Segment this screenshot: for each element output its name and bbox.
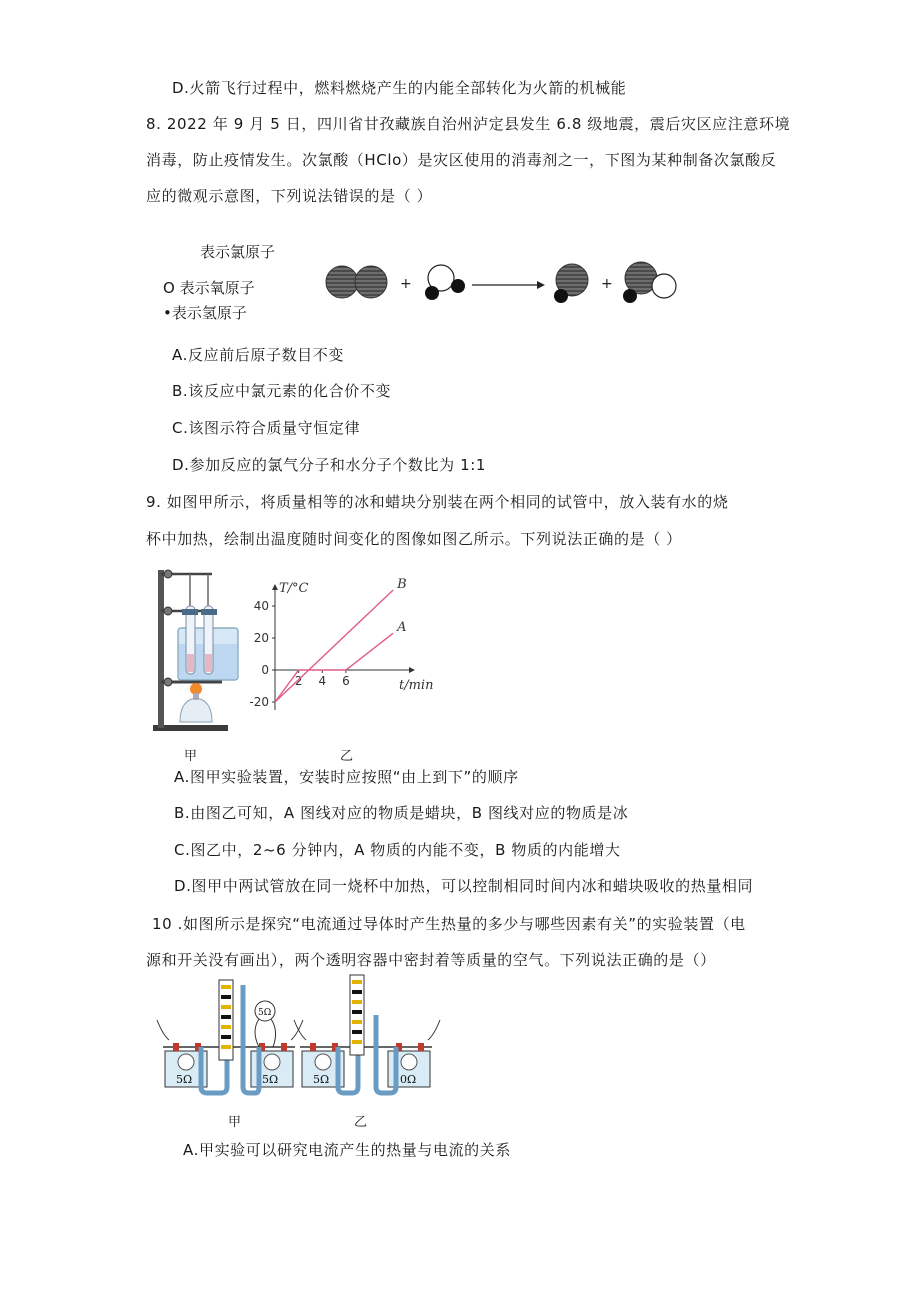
x-tick-label: 4 — [318, 674, 327, 688]
resistor-left-label: 5Ω — [176, 1073, 193, 1086]
q8-stem-line2: 消毒，防止疫情发生。次氯酸（HClo）是灾区使用的消毒剂之一，下图为某种制备次氯酸反 — [146, 151, 777, 169]
resistor-right-label: 5Ω — [262, 1073, 279, 1086]
oxygen-atom — [652, 274, 676, 298]
y-tick-label: 40 — [253, 599, 269, 613]
figure-jia-label: 甲 — [184, 749, 198, 764]
chlorine-atom — [326, 266, 358, 298]
x-tick-label: 6 — [342, 674, 350, 688]
q9-option-a: A.图甲实验装置，安装时应按照“由上到下”的顺序 — [174, 768, 519, 786]
q8-stem-line3: 应的微观示意图，下列说法错误的是（ ） — [146, 187, 433, 205]
stand-base — [153, 725, 228, 731]
legend-chlorine: 表示氯原子 — [200, 243, 276, 261]
joule-setup-jia — [155, 975, 305, 1115]
legend-oxygen: O 表示氧原子 — [163, 279, 255, 297]
q9-option-c: C.图乙中，2~6 分钟内，A 物质的内能不变，B 物质的内能增大 — [174, 841, 621, 859]
plus-sign: + — [601, 276, 613, 292]
q9-stem-line1: 9. 如图甲所示，将质量相等的冰和蜡块分别装在两个相同的试管中，放入装有水的烧 — [146, 493, 729, 511]
plus-sign: + — [400, 276, 412, 292]
y-axis-arrow — [272, 584, 278, 590]
y-tick-label: 20 — [253, 631, 269, 645]
resistor-left-label: 5Ω — [313, 1073, 330, 1086]
series-label-A: A — [397, 620, 407, 636]
hydrogen-atom — [623, 289, 637, 303]
x-axis-label: t/min — [399, 678, 434, 693]
chlorine-atom — [355, 266, 387, 298]
q8-option-a: A.反应前后原子数目不变 — [172, 346, 344, 364]
temperature-time-graph — [249, 577, 435, 715]
hydrogen-atom — [451, 279, 465, 293]
hydrogen-atom — [554, 289, 568, 303]
stand-rod — [158, 570, 164, 728]
heating-apparatus — [150, 562, 240, 737]
q10-stem-line1: 10 .如图所示是探究“电流通过导体时产生热量的多少与哪些因素有关”的实验装置（电 — [152, 915, 746, 933]
setup-jia-label: 甲 — [228, 1115, 242, 1130]
x-tick-label: 2 — [294, 674, 303, 688]
alcohol-lamp — [180, 698, 212, 722]
joule-setup-yi — [292, 975, 442, 1115]
y-tick-label: 0 — [261, 663, 269, 677]
figure-yi-label: 乙 — [340, 749, 354, 764]
y-tick-label: -20 — [249, 695, 269, 709]
external-resistor-label: 5Ω — [258, 1008, 272, 1018]
setup-yi-label: 乙 — [354, 1115, 368, 1130]
y-axis-label: T/°C — [279, 581, 309, 596]
x-axis-arrow — [409, 667, 415, 673]
series-label-B: B — [397, 577, 407, 592]
q9-option-d: D.图甲中两试管放在同一烧杯中加热，可以控制相同时间内冰和蜡块吸收的热量相同 — [174, 877, 754, 895]
q8-option-c: C.该图示符合质量守恒定律 — [172, 419, 361, 437]
q8-stem-line1: 8. 2022 年 9 月 5 日，四川省甘孜藏族自治州泸定县发生 6.8 级地震，震后灾区应注意环境 — [146, 115, 791, 133]
q7-option-d: D.火箭飞行过程中，燃料燃烧产生的内能全部转化为火箭的机械能 — [172, 79, 627, 97]
hydrogen-atom — [425, 286, 439, 300]
resistor-right-label: 10Ω — [393, 1073, 417, 1086]
arrow-head-icon — [537, 281, 545, 289]
series-line-B — [275, 590, 393, 702]
q8-option-b: B.该反应中氯元素的化合价不变 — [172, 382, 392, 400]
q10-option-a: A.甲实验可以研究电流产生的热量与电流的关系 — [183, 1141, 511, 1159]
q10-stem-line2: 源和开关没有画出），两个透明容器中密封着等质量的空气。下列说法正确的是（） — [146, 951, 716, 969]
series-line-A — [275, 633, 393, 702]
q9-stem-line2: 杯中加热，绘制出温度随时间变化的图像如图乙所示。下列说法正确的是（ ） — [146, 530, 682, 548]
q9-option-b: B.由图乙可知，A 图线对应的物质是蜡块，B 图线对应的物质是冰 — [174, 804, 629, 822]
legend-hydrogen: •表示氢原子 — [163, 304, 247, 322]
reaction-diagram — [325, 258, 685, 318]
q8-option-d: D.参加反应的氯气分子和水分子个数比为 1:1 — [172, 456, 487, 474]
